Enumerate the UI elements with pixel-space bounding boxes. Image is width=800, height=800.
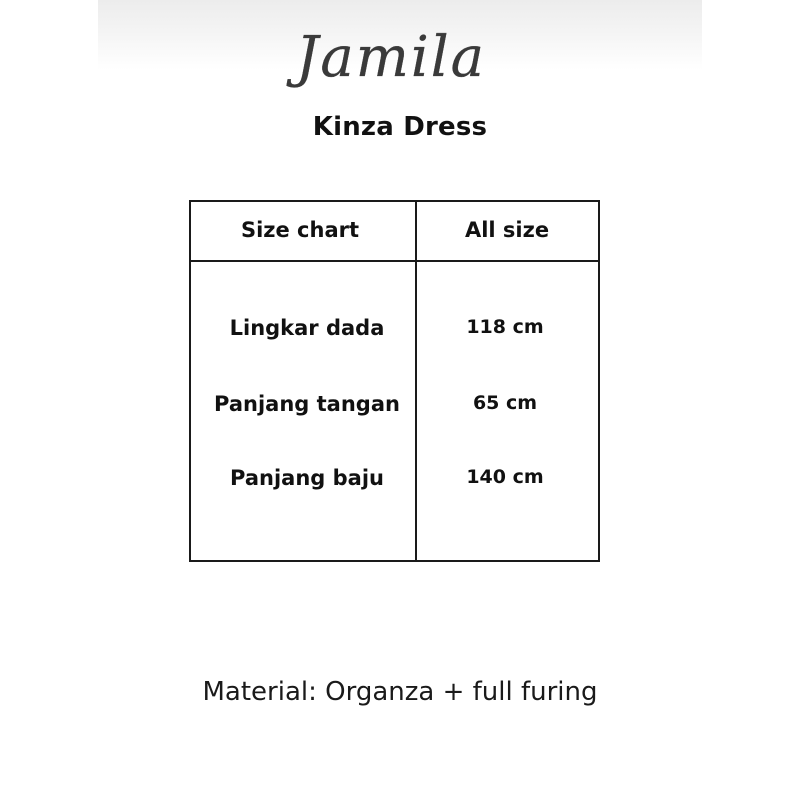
row-label-panjang-tangan: Panjang tangan — [214, 392, 400, 416]
row-value-panjang-baju: 140 cm — [466, 466, 544, 488]
table-border — [189, 200, 600, 562]
header-divider — [189, 260, 600, 262]
row-label-panjang-baju: Panjang baju — [230, 466, 384, 490]
brand-logo — [0, 0, 800, 100]
size-chart-table — [189, 200, 600, 562]
product-title: Kinza Dress — [312, 112, 488, 142]
row-label-lingkar-dada: Lingkar dada — [229, 316, 385, 340]
table-header-size-chart: Size chart — [240, 218, 360, 242]
table-header-all-size: All size — [464, 218, 550, 242]
column-divider — [415, 200, 417, 562]
material-note: Material: Organza + full furing — [202, 677, 598, 707]
brand-logo-text: Jamila — [295, 25, 487, 90]
row-value-lingkar-dada: 118 cm — [466, 316, 544, 338]
row-value-panjang-tangan: 65 cm — [472, 392, 538, 414]
